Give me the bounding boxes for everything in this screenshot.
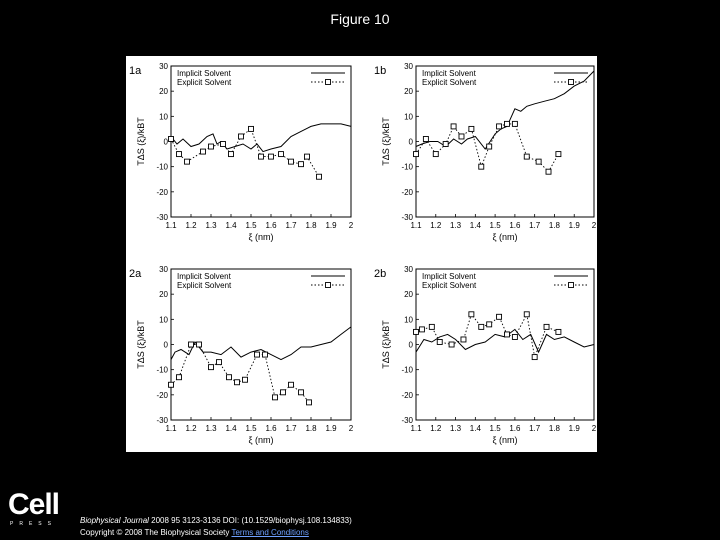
cell-press-logo: Cell xyxy=(8,488,60,521)
data-point xyxy=(544,324,549,329)
y-tick-label: -20 xyxy=(156,187,168,197)
y-tick-label: -30 xyxy=(156,416,168,425)
legend-marker xyxy=(326,283,331,288)
y-axis-label: TΔS (ξ)/kBT xyxy=(136,320,146,369)
data-point xyxy=(239,134,244,139)
plot-frame xyxy=(171,66,351,217)
y-tick-label: 0 xyxy=(163,137,168,147)
data-point xyxy=(414,329,419,334)
legend-label: Explicit Solvent xyxy=(422,78,477,87)
data-point xyxy=(451,124,456,129)
data-point xyxy=(546,169,551,174)
y-tick-label: 10 xyxy=(159,112,168,122)
y-tick-label: -10 xyxy=(156,365,168,375)
data-point xyxy=(443,142,448,147)
legend-label: Explicit Solvent xyxy=(422,281,477,290)
y-tick-label: -30 xyxy=(401,416,413,425)
data-point xyxy=(217,360,222,365)
y-tick-label: -10 xyxy=(401,365,413,375)
chart-1a xyxy=(129,62,354,242)
data-point xyxy=(479,324,484,329)
x-tick-label: 1.6 xyxy=(509,221,521,230)
y-tick-label: 20 xyxy=(159,87,168,97)
data-point xyxy=(263,352,268,357)
panel-label: 1b xyxy=(374,65,387,77)
y-tick-label: 10 xyxy=(404,315,413,325)
data-point xyxy=(269,154,274,159)
data-point xyxy=(536,159,541,164)
data-point xyxy=(177,375,182,380)
y-tick-label: -10 xyxy=(401,162,413,172)
data-point xyxy=(556,152,561,157)
panel-label: 1a xyxy=(129,65,142,77)
data-point xyxy=(221,142,226,147)
figure-svg xyxy=(126,56,597,452)
data-point xyxy=(255,352,260,357)
legend-label: Explicit Solvent xyxy=(177,78,232,87)
data-point xyxy=(289,382,294,387)
plot-frame xyxy=(416,269,594,420)
data-point xyxy=(177,152,182,157)
data-point xyxy=(479,164,484,169)
x-tick-label: 1.6 xyxy=(265,424,277,433)
x-tick-label: 1.5 xyxy=(489,221,501,230)
x-tick-label: 1.7 xyxy=(529,424,541,433)
legend-label: Implicit Solvent xyxy=(422,272,476,281)
data-point xyxy=(524,154,529,159)
data-point xyxy=(273,395,278,400)
y-axis-label: TΔS (ξ)/kBT xyxy=(381,117,391,166)
x-tick-label: 1.5 xyxy=(489,424,501,433)
data-point xyxy=(497,124,502,129)
series-line-explicit xyxy=(416,314,558,357)
x-tick-label: 1.5 xyxy=(245,221,257,230)
data-point xyxy=(189,342,194,347)
data-point xyxy=(305,154,310,159)
data-point xyxy=(459,134,464,139)
x-tick-label: 1.4 xyxy=(225,424,237,433)
data-point xyxy=(299,162,304,167)
data-point xyxy=(227,375,232,380)
panel-label: 2a xyxy=(129,268,142,280)
data-point xyxy=(279,152,284,157)
logo-subtitle: PRESS xyxy=(10,521,57,527)
x-tick-label: 1.9 xyxy=(568,221,580,230)
panel-label: 2b xyxy=(374,268,387,280)
data-point xyxy=(169,136,174,141)
chart-1b xyxy=(374,62,597,242)
x-tick-label: 1.2 xyxy=(430,424,442,433)
data-point xyxy=(429,324,434,329)
data-point xyxy=(469,126,474,131)
x-tick-label: 1.2 xyxy=(185,221,197,230)
x-tick-label: 1.9 xyxy=(325,424,337,433)
y-tick-label: 30 xyxy=(404,265,413,274)
x-tick-label: 1.1 xyxy=(410,424,422,433)
figure-panel xyxy=(126,56,597,452)
data-point xyxy=(281,390,286,395)
citation-text: 2008 95 3123-3136 DOI: (10.1529/biophysj.108.134833) xyxy=(148,516,352,525)
legend-marker xyxy=(569,80,574,85)
x-tick-label: 2 xyxy=(348,221,354,230)
y-tick-label: 10 xyxy=(404,112,413,122)
y-tick-label: 10 xyxy=(159,315,168,325)
data-point xyxy=(307,400,312,405)
data-point xyxy=(419,327,424,332)
x-tick-label: 1.6 xyxy=(265,221,277,230)
x-tick-label: 1.9 xyxy=(568,424,580,433)
y-axis-label: TΔS (ξ)/kBT xyxy=(381,320,391,369)
y-tick-label: -30 xyxy=(401,213,413,222)
legend-label: Implicit Solvent xyxy=(177,272,231,281)
plot-frame xyxy=(416,66,594,217)
data-point xyxy=(461,337,466,342)
copyright-text: Copyright © 2008 The Biophysical Society xyxy=(80,528,232,537)
x-tick-label: 1.1 xyxy=(165,424,177,433)
y-tick-label: 0 xyxy=(408,340,413,350)
x-tick-label: 2 xyxy=(348,424,354,433)
data-point xyxy=(414,152,419,157)
legend-label: Implicit Solvent xyxy=(177,69,231,78)
data-point xyxy=(449,342,454,347)
x-tick-label: 1.4 xyxy=(469,221,481,230)
y-tick-label: 20 xyxy=(159,290,168,300)
page-title: Figure 10 xyxy=(330,11,390,27)
x-tick-label: 1.8 xyxy=(305,424,317,433)
x-axis-label: ξ (nm) xyxy=(492,232,518,242)
series-line-implicit xyxy=(171,124,351,152)
chart-2a xyxy=(129,265,354,445)
y-tick-label: 30 xyxy=(159,62,168,71)
data-point xyxy=(299,390,304,395)
x-tick-label: 1.3 xyxy=(205,221,217,230)
y-tick-label: -20 xyxy=(401,390,413,400)
data-point xyxy=(512,121,517,126)
x-tick-label: 1.3 xyxy=(449,424,462,433)
x-tick-label: 1.8 xyxy=(548,424,561,433)
x-tick-label: 1.2 xyxy=(430,221,442,230)
y-tick-label: -10 xyxy=(156,162,168,172)
data-point xyxy=(317,174,322,179)
y-tick-label: 0 xyxy=(163,340,168,350)
data-point xyxy=(169,382,174,387)
data-point xyxy=(235,380,240,385)
data-point xyxy=(487,144,492,149)
x-axis-label: ξ (nm) xyxy=(248,232,274,242)
x-axis-label: ξ (nm) xyxy=(248,435,274,445)
data-point xyxy=(532,355,537,360)
y-tick-label: -20 xyxy=(401,187,413,197)
data-point xyxy=(433,152,438,157)
data-point xyxy=(197,342,202,347)
legend-label: Implicit Solvent xyxy=(422,69,476,78)
x-tick-label: 1.4 xyxy=(469,424,481,433)
citation xyxy=(80,516,352,525)
data-point xyxy=(249,126,254,131)
copyright-line xyxy=(80,528,309,537)
x-tick-label: 1.7 xyxy=(285,221,297,230)
y-tick-label: 0 xyxy=(408,137,413,147)
x-tick-label: 1.5 xyxy=(245,424,257,433)
data-point xyxy=(487,322,492,327)
x-tick-label: 2 xyxy=(591,221,597,230)
y-tick-label: 30 xyxy=(404,62,413,71)
y-tick-label: -20 xyxy=(156,390,168,400)
data-point xyxy=(289,159,294,164)
data-point xyxy=(556,329,561,334)
y-tick-label: -30 xyxy=(156,213,168,222)
data-point xyxy=(243,377,248,382)
y-tick-label: 20 xyxy=(404,290,413,300)
y-tick-label: 20 xyxy=(404,87,413,97)
x-tick-label: 1.9 xyxy=(325,221,337,230)
x-tick-label: 1.1 xyxy=(165,221,177,230)
x-axis-label: ξ (nm) xyxy=(492,435,518,445)
x-tick-label: 1.1 xyxy=(410,221,422,230)
data-point xyxy=(504,332,509,337)
data-point xyxy=(524,312,529,317)
y-tick-label: 30 xyxy=(159,265,168,274)
x-tick-label: 2 xyxy=(591,424,597,433)
data-point xyxy=(423,136,428,141)
data-point xyxy=(185,159,190,164)
data-point xyxy=(504,121,509,126)
journal-name: Biophysical Journal xyxy=(80,516,149,525)
data-point xyxy=(201,149,206,154)
data-point xyxy=(209,365,214,370)
x-tick-label: 1.3 xyxy=(449,221,462,230)
x-tick-label: 1.7 xyxy=(529,221,541,230)
terms-link[interactable]: Terms and Conditions xyxy=(231,528,309,537)
x-tick-label: 1.7 xyxy=(285,424,297,433)
data-point xyxy=(497,314,502,319)
x-tick-label: 1.4 xyxy=(225,221,237,230)
data-point xyxy=(209,144,214,149)
x-tick-label: 1.6 xyxy=(509,424,521,433)
legend-label: Explicit Solvent xyxy=(177,281,232,290)
x-tick-label: 1.3 xyxy=(205,424,217,433)
x-tick-label: 1.8 xyxy=(548,221,561,230)
chart-2b xyxy=(374,265,597,445)
x-tick-label: 1.2 xyxy=(185,424,197,433)
data-point xyxy=(437,339,442,344)
series-line-explicit xyxy=(171,129,319,177)
data-point xyxy=(229,152,234,157)
x-tick-label: 1.8 xyxy=(305,221,317,230)
data-point xyxy=(512,334,517,339)
data-point xyxy=(469,312,474,317)
legend-marker xyxy=(326,80,331,85)
series-line-explicit xyxy=(171,345,309,403)
legend-marker xyxy=(569,283,574,288)
y-axis-label: TΔS (ξ)/kBT xyxy=(136,117,146,166)
data-point xyxy=(259,154,264,159)
